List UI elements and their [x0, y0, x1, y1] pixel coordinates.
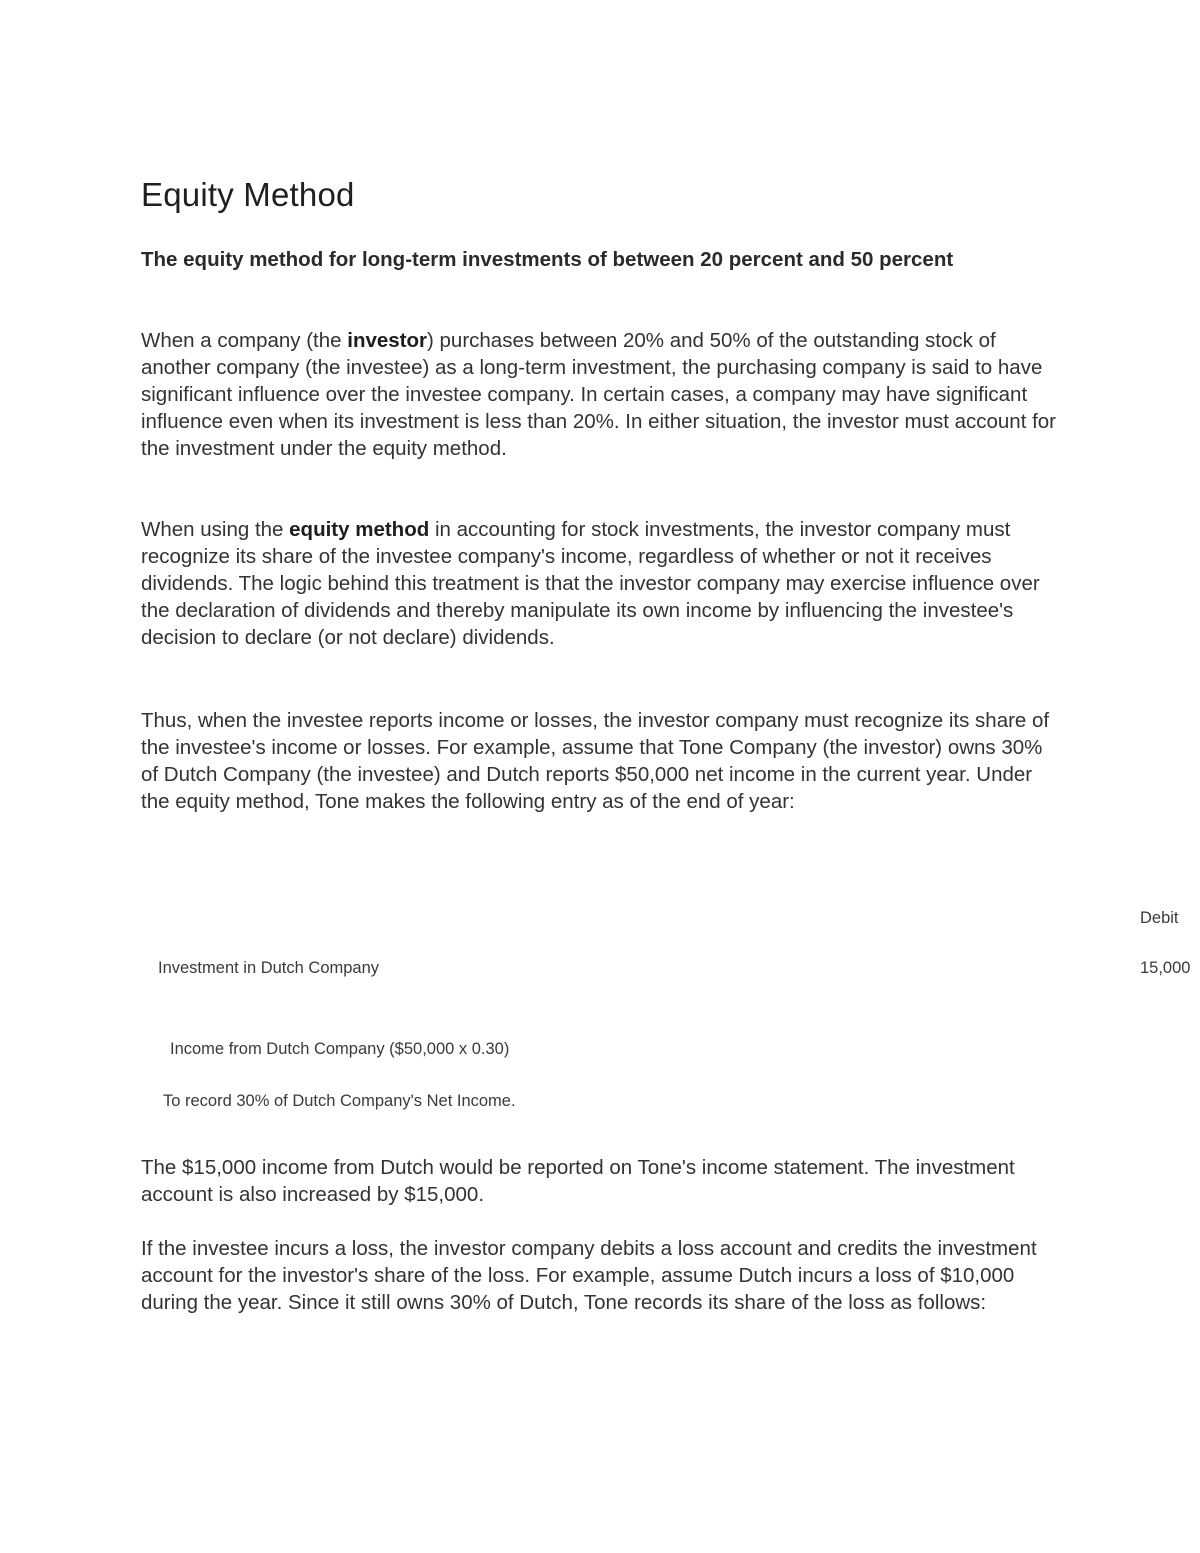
- paragraph-example-income: Thus, when the investee reports income or losses, the investor company must recognize its share of the investee's income or losses. For example, assume that Tone Company (the investor) owns 30% of Dutch Company (the investee) and Dutch reports $50,000 net income in the current year. Under the equity method, Tone makes the following entry as of the end of year:: [141, 709, 1050, 813]
- paragraph-equity-method: [141, 516, 1061, 651]
- paragraph-text: ) purchases between 20% and 50% of the outstanding stock of another company (the investee) as a long-term investment, the purchasing company is said to have significant influence over the investee company. In certain cases, a company may have significant influence even when its investment is less than 20%. In either situation, the investor must account for the investment under the equity method.: [141, 329, 1057, 460]
- debit-column-header: Debit: [1140, 909, 1179, 927]
- paragraph-loss-example: If the investee incurs a loss, the investor company debits a loss account and credits the investment account for the investor's share of the loss. For example, assume Dutch incurs a loss of $10,000 during the year. Since it still owns 30% of Dutch, Tone records its share of the loss as follows:: [141, 1237, 1037, 1314]
- bold-term-investor: investor: [347, 329, 427, 352]
- section-subtitle: The equity method for long-term investments of between 20 percent and 50 percent: [141, 248, 954, 271]
- paragraph-text: in accounting for stock investments, the investor company must recognize its share of the investee company's income, regardless of whether or not it receives dividends. The logic behind this treatment is that the investor company may exercise influence over the declaration of dividends and thereby manipulate its own income by influencing the investee's decision to declare (or not declare) dividends.: [141, 518, 1040, 649]
- paragraph-text: When a company (the: [141, 329, 348, 352]
- bold-term-equity-method: equity method: [289, 518, 430, 541]
- journal-memo: To record 30% of Dutch Company's Net Income.: [163, 1092, 516, 1110]
- journal-line-debit-amount: 15,000: [1140, 959, 1191, 977]
- journal-line-credit-account: Income from Dutch Company ($50,000 x 0.30): [170, 1040, 510, 1058]
- journal-line-account: Investment in Dutch Company: [158, 959, 380, 977]
- paragraph-text: When using the: [141, 518, 290, 541]
- paragraph-investor: [141, 327, 1061, 462]
- page-title: Equity Method: [141, 176, 355, 213]
- paragraph-income-statement: The $15,000 income from Dutch would be reported on Tone's income statement. The investment account is also increased by $15,000.: [141, 1156, 1015, 1206]
